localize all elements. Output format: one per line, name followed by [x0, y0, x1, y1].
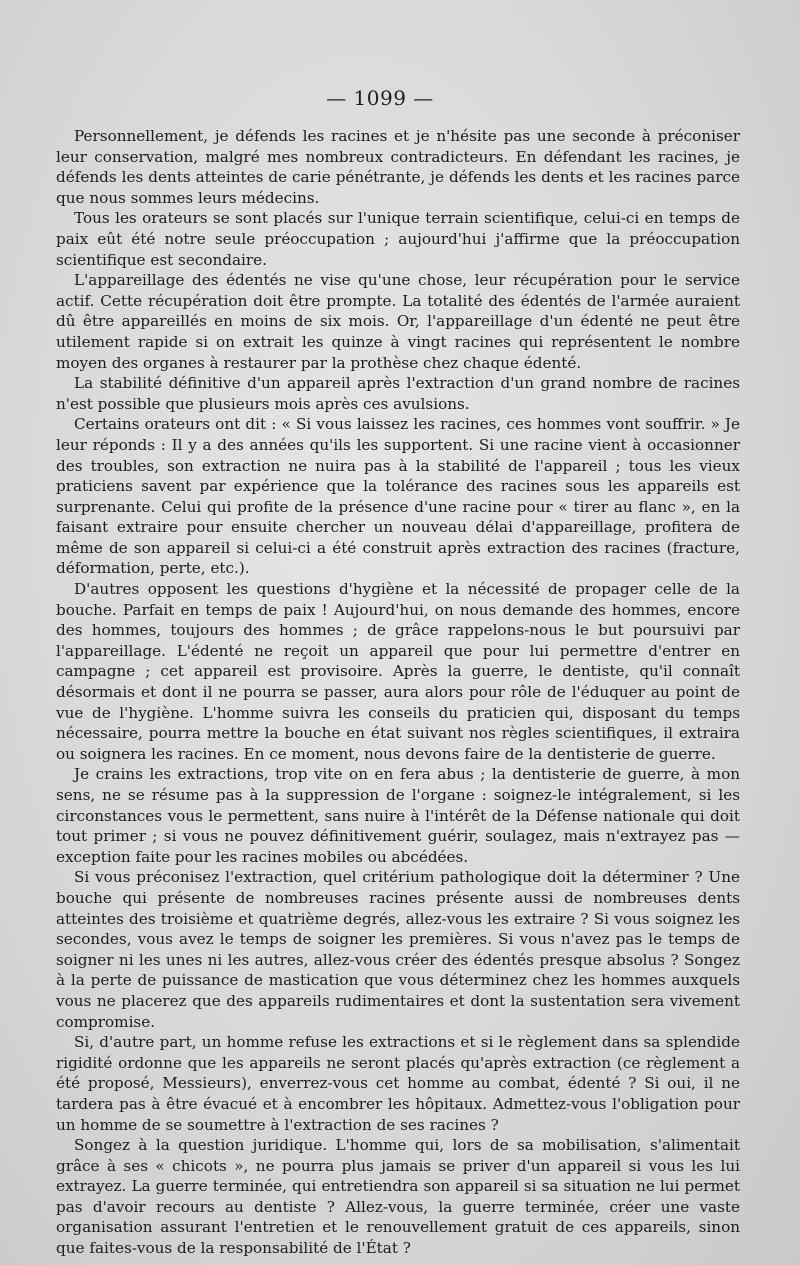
article-body	[56, 126, 740, 1259]
paragraph-2: Tous les orateurs se sont placés sur l'unique terrain scientifique, celui-ci en temps de paix eût été notre seule préoccupation ; aujourd'hui j'affirme que la préoccupation scientifique est secondaire.	[56, 209, 740, 269]
paragraph-5: Certains orateurs ont dit : « Si vous laissez les racines, ces hommes vont souffrir. » Je leur réponds : Il y a des années qu'ils les supportent. Si une racine vient à occasionner des troubles, son extraction ne nuira pas à la stabilité de l'appareil ; tous les vieux praticiens savent par expérience que la tolérance des racines sous les appareils est surprenante. Celui qui profite de la présence d'une racine pour « tirer au flanc », en la faisant extraire pour ensuite chercher un nouveau délai d'appareillage, profitera de même de son appareil si celui-ci a été construit après extraction des racines (fracture, déformation, perte, etc.).	[56, 415, 740, 578]
paragraph-6: D'autres opposent les questions d'hygiène et la nécessité de propager celle de la bouche. Parfait en temps de paix ! Aujourd'hui, on nous demande des hommes, encore des hommes, toujours des hommes ; de grâce rappelons-nous le but poursuivi par l'appareillage. L'édenté ne reçoit un appareil que pour lui permettre d'entrer en campagne ; cet appareil est provisoire. Après la guerre, le dentiste, qu'il connaît désormais et dont il ne pourra se passer, aura alors pour rôle de l'éduquer au point de vue de l'hygiène. L'homme suivra les conseils du praticien qui, disposant du temps nécessaire, pourra mettre la bouche en état suivant nos règles scientifiques, il extraira ou soignera les racines. En ce moment, nous devons faire de la dentisterie de guerre.	[56, 580, 740, 763]
paragraph-8: Si vous préconisez l'extraction, quel critérium pathologique doit la déterminer ? Une bouche qui présente de nombreuses racines présente aussi de nombreuses dents atteintes des troisième et quatrième degrés, allez-vous les extraire ? Si vous soignez les secondes, vous avez le temps de soigner les premières. Si vous n'avez pas le temps de soigner ni les unes ni les autres, allez-vous créer des édentés presque absolus ? Songez à la perte de puissance de mastication que vous déterminez chez les hommes auxquels vous ne placerez que des appareils rudimentaires et dont la sustentation sera vivement compromise.	[56, 868, 740, 1031]
paragraph-10: Songez à la question juridique. L'homme qui, lors de sa mobilisation, s'alimentait grâce à ses « chicots », ne pourra plus jamais se priver d'un appareil si vous les lui extrayez. La guerre terminée, qui entretiendra son appareil si sa situation ne lui permet pas d'avoir recours au dentiste ? Allez-vous, la guerre terminée, créer une vaste organisation assurant l'entretien et le renouvellement gratuit de ces appareils, sinon que faites-vous de la responsabilité de l'État ?	[56, 1136, 740, 1258]
paragraph-9: Si, d'autre part, un homme refuse les extractions et si le règlement dans sa splendide rigidité ordonne que les appareils ne seront placés qu'après extraction (ce règlement a été proposé, Messieurs), enverrez-vous cet homme au combat, édenté ? Si oui, il ne tardera pas à être évacué et à encombrer les hôpitaux. Admettez-vous l'obligation pour un homme de se soumettre à l'extraction de ses racines ?	[56, 1033, 740, 1134]
paragraph-3: L'appareillage des édentés ne vise qu'une chose, leur récupération pour le service actif. Cette récupération doit être prompte. La totalité des édentés de l'armée auraient dû être appareillés en moins de six mois. Or, l'appareillage d'un édenté ne peut être utilement rapide si on extrait les quinze à vingt racines qui représentent le nombre moyen des organes à restaurer par la prothèse chez chaque édenté.	[56, 271, 740, 372]
page-number: — 1099 —	[326, 86, 434, 110]
paragraph-7: Je crains les extractions, trop vite on en fera abus ; la dentisterie de guerre, à mon sens, ne se résume pas à la suppression de l'organe : soignez-le intégralement, si les circonstances vous le permettent, sans nuire à l'intérêt de la Défense nationale qui doit tout primer ; si vous ne pouvez définitivement guérir, soulagez, mais n'extrayez pas — exception faite pour les racines mobiles ou abcédées.	[56, 765, 740, 866]
paragraph-4: La stabilité définitive d'un appareil après l'extraction d'un grand nombre de racines n'est possible que plusieurs mois après ces avulsions.	[56, 374, 740, 413]
paragraph-1: Personnellement, je défends les racines et je n'hésite pas une seconde à préconiser leur conservation, malgré mes nombreux contradicteurs. En défendant les racines, je défends les dents atteintes de carie pénétrante, je défends les dents et les racines parce que nous sommes leurs médecins.	[56, 127, 740, 207]
